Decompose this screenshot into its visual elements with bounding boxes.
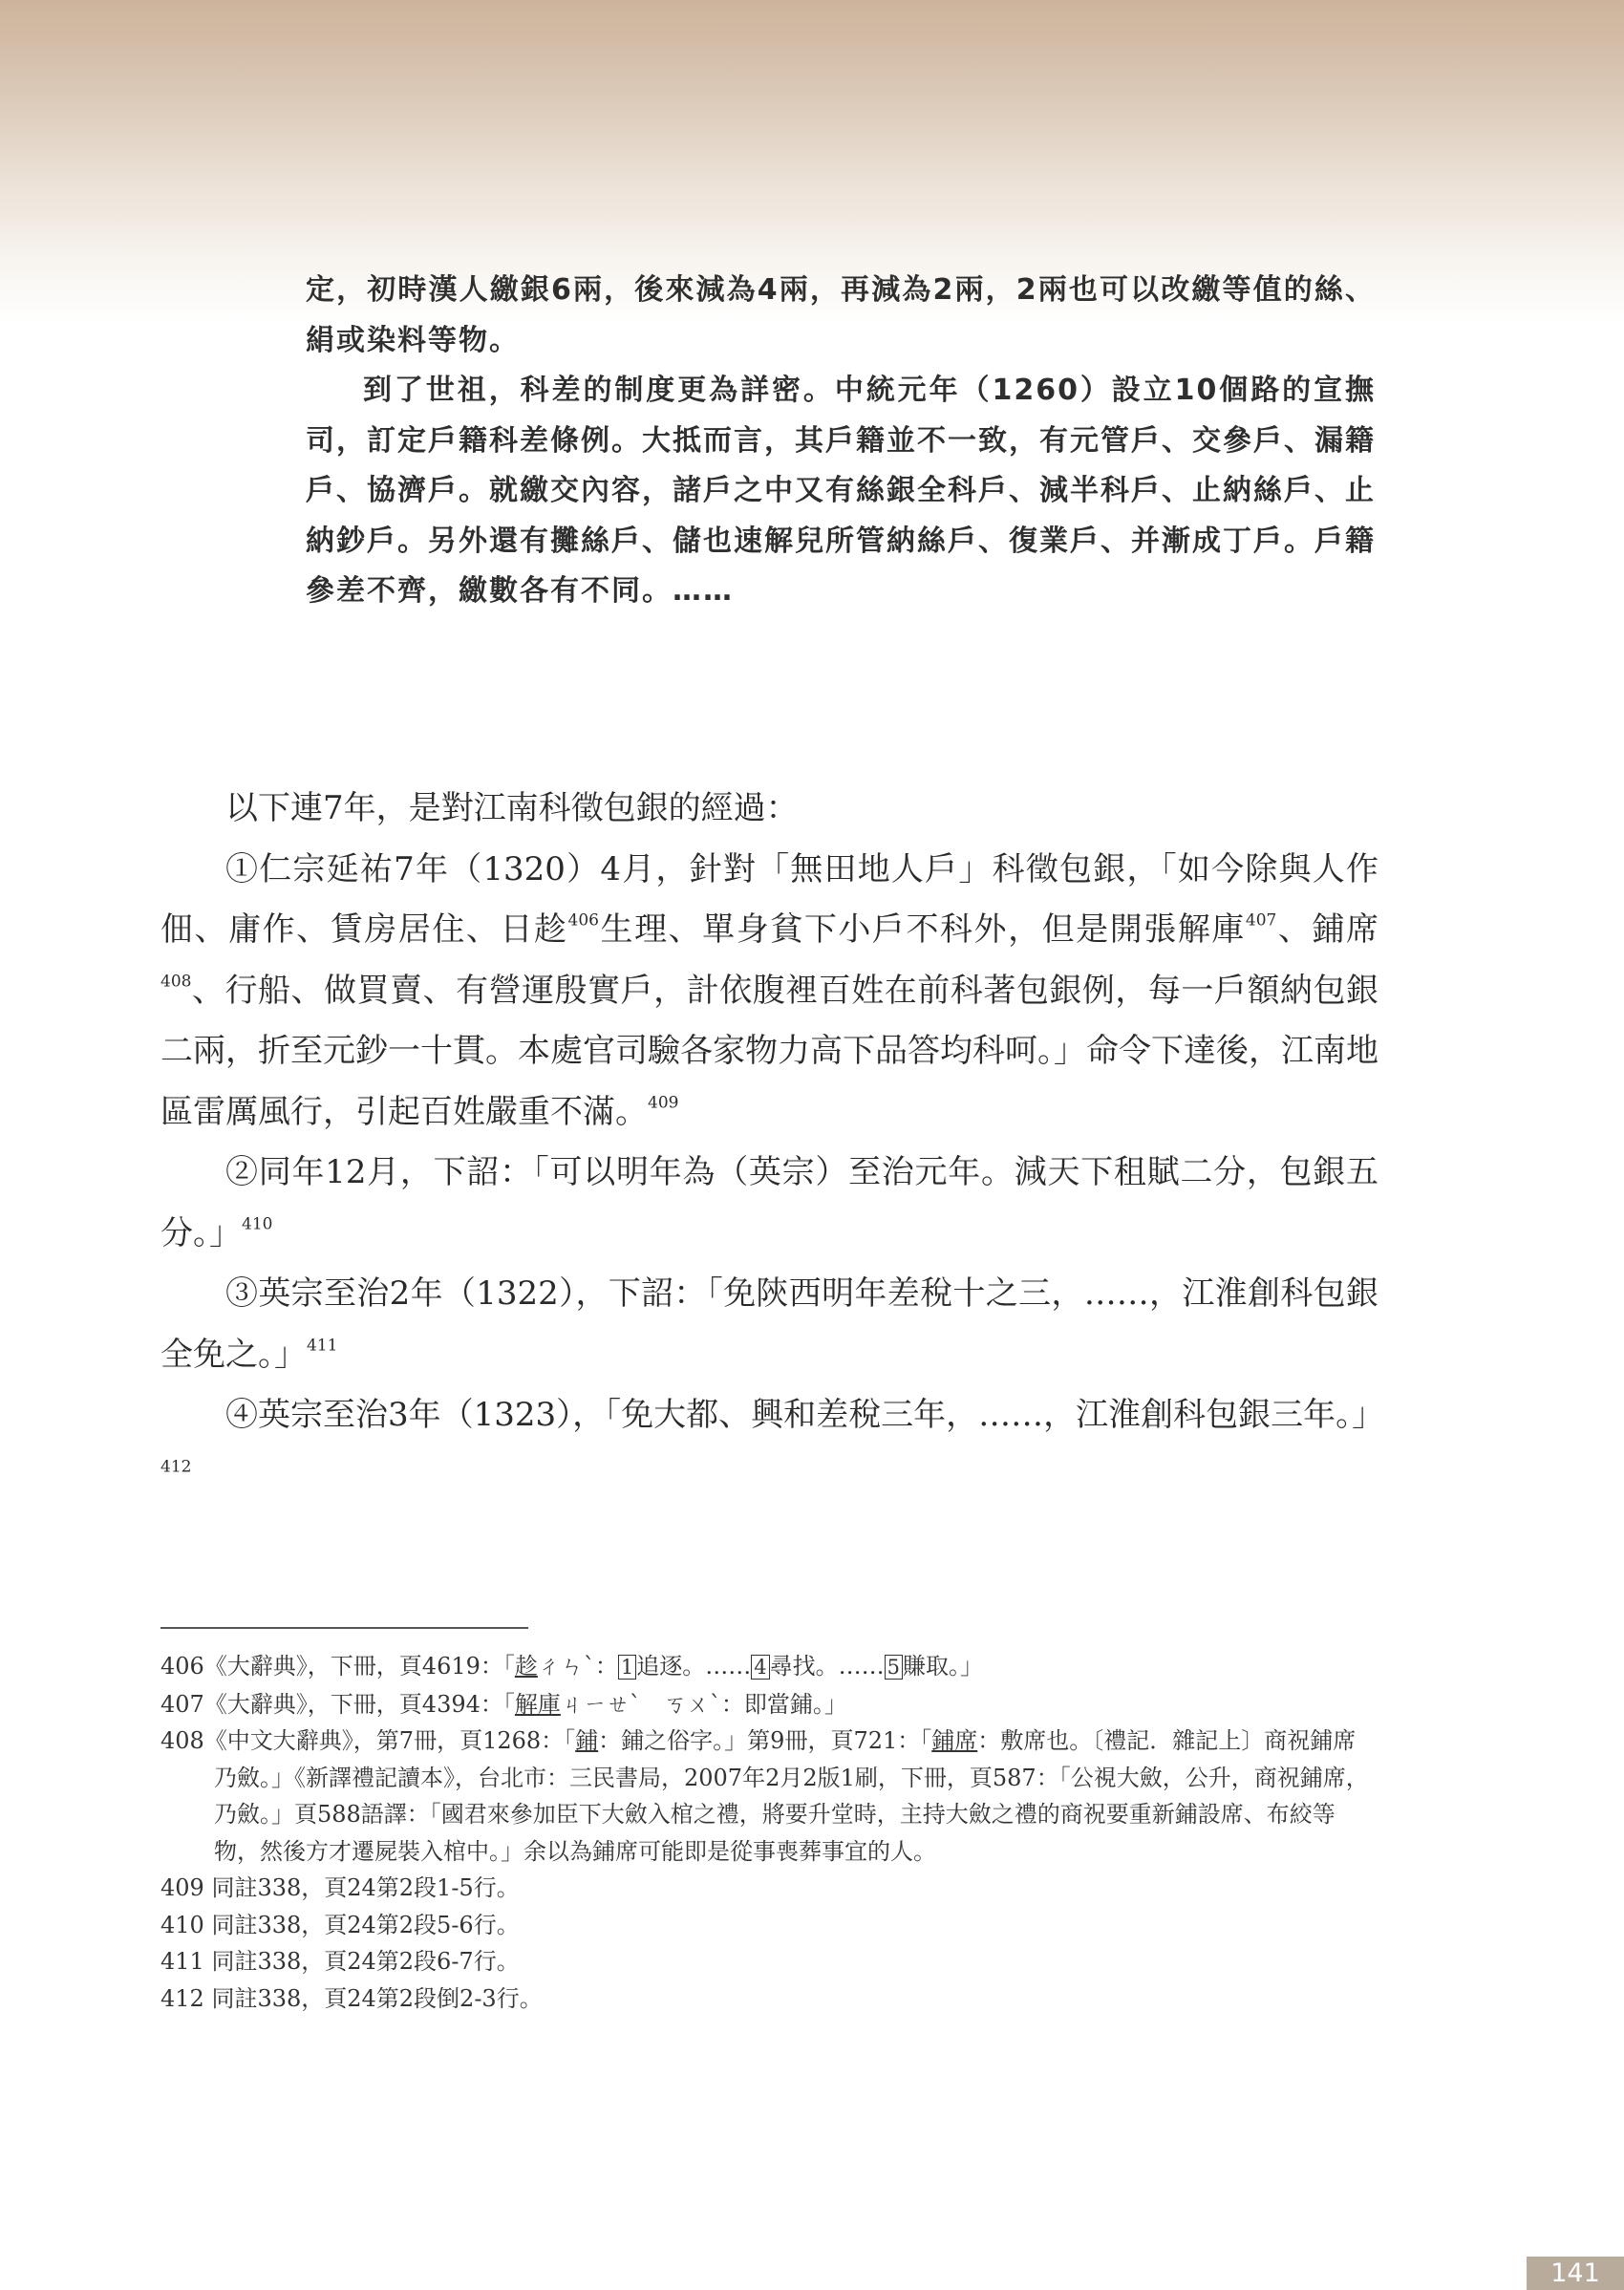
footnote-divider <box>160 1627 528 1629</box>
item-4-paragraph: ④英宗至治3年（1323），「免大都、興和差稅三年，……，江淮創科包銀三年。」$^{412}$ <box>160 1396 1385 1477</box>
sense-number-box: 4 <box>751 1655 769 1680</box>
sense-number-box: 1 <box>618 1655 636 1680</box>
footnote-ref-409[interactable]: 409 <box>648 1093 679 1113</box>
footnote-ref-412[interactable]: 412 <box>160 1457 192 1477</box>
footnote-407: 407《大辭典》，下冊，頁4394：「解庫ㄐㄧㄝˋ ㄎㄨˋ：即當鋪。」 <box>160 1690 847 1718</box>
footnote-ref-407[interactable]: 407 <box>1245 910 1277 931</box>
item-3-paragraph: ③英宗至治2年（1322），下詔：「免陝西明年差稅十之三，……，江淮創科包銀全免之。」$^{411}$ <box>160 1274 1378 1374</box>
page-number: 141 <box>1527 2257 1624 2290</box>
footnote-412: 412 同註338，頁24第2段倒2-3行。 <box>160 1984 543 2012</box>
footnote-411: 411 同註338，頁24第2段6-7行。 <box>160 1948 520 1975</box>
footnote-410: 410 同註338，頁24第2段5-6行。 <box>160 1911 520 1938</box>
footnotes <box>160 1648 1378 2017</box>
footnote-ref-410[interactable]: 410 <box>242 1214 273 1234</box>
footnote-ref-408[interactable]: 408 <box>160 972 192 992</box>
item-2-paragraph: ②同年12月，下詔：「可以明年為（英宗）至治元年。減天下租賦二分，包銀五分。」$^{410}$ <box>160 1153 1378 1252</box>
footnote-ref-406[interactable]: 406 <box>567 910 599 931</box>
footnote-406: 406《大辭典》，下冊，頁4619：「趁ㄔㄣˋ： 1 追逐。…… 4 尋找。…… 5 賺取。」 <box>160 1653 984 1680</box>
intro-paragraph: 以下連7年，是對江南科徵包銀的經過： <box>225 789 799 827</box>
sense-number-box: 5 <box>885 1655 903 1680</box>
footnote-ref-411[interactable]: 411 <box>307 1336 338 1356</box>
quote-paragraph-1: 定，初時漢人繳銀6兩，後來減為4兩，再減為2兩，2兩也可以改繳等值的絲、絹或染料等物。 <box>306 273 1376 357</box>
item-1-paragraph: ①仁宗延祐7年（1320）4月，針對「無田地人戶」科徵包銀，「如今除與人作佃、庸作、賃房居住、日趁$^{406}$生理、單身貧下小戶不科外，但是開張解庫$^{407}$、鋪席$^{408}$、行船、做買賣、有營運殷實戶，計依腹裡百姓在前科著包銀例，每一戶額納包銀二兩，折至元鈔一十貫。本處官司驗各家物力高下品答均科呵。」命令下達後，江南地區雷厲風行，引起百姓嚴重不滿。$^{409}$ <box>160 849 1379 1131</box>
block-quote <box>306 266 1376 617</box>
footnote-408: 408《中文大辭典》，第7冊，頁1268：「鋪：鋪之俗字。」第9冊，頁721：「鋪席：敷席也。〔禮記．雜記上〕商祝鋪席乃斂。」《新譯禮記讀本》，台北市：三民書局，2007年2月2版1刷，下冊，頁587：「公視大斂，公升，商祝鋪席，乃斂。」頁588語譯：「國君來參加臣下大斂入棺之禮，將要升堂時，主持大斂之禮的商祝要重新鋪設席、布絞等物，然後方才遷屍裝入棺中。」余以為鋪席可能即是從事喪葬事宜的人。 <box>160 1727 1369 1865</box>
main-text <box>160 779 1385 1507</box>
footnote-409: 409 同註338，頁24第2段1-5行。 <box>160 1874 520 1901</box>
quote-paragraph-2: 到了世祖，科差的制度更為詳密。中統元年（1260）設立10個路的宣撫司，訂定戶籍科差條例。大抵而言，其戶籍並不一致，有元管戶、交參戶、漏籍戶、協濟戶。就繳交內容，諸戶之中又有絲銀全科戶、減半科戶、止納絲戶、止納鈔戶。另外還有攤絲戶、儲也速解兒所管納絲戶、復業戶、并漸成丁戶。戶籍參差不齊，繳數各有不同。…… <box>306 374 1376 608</box>
